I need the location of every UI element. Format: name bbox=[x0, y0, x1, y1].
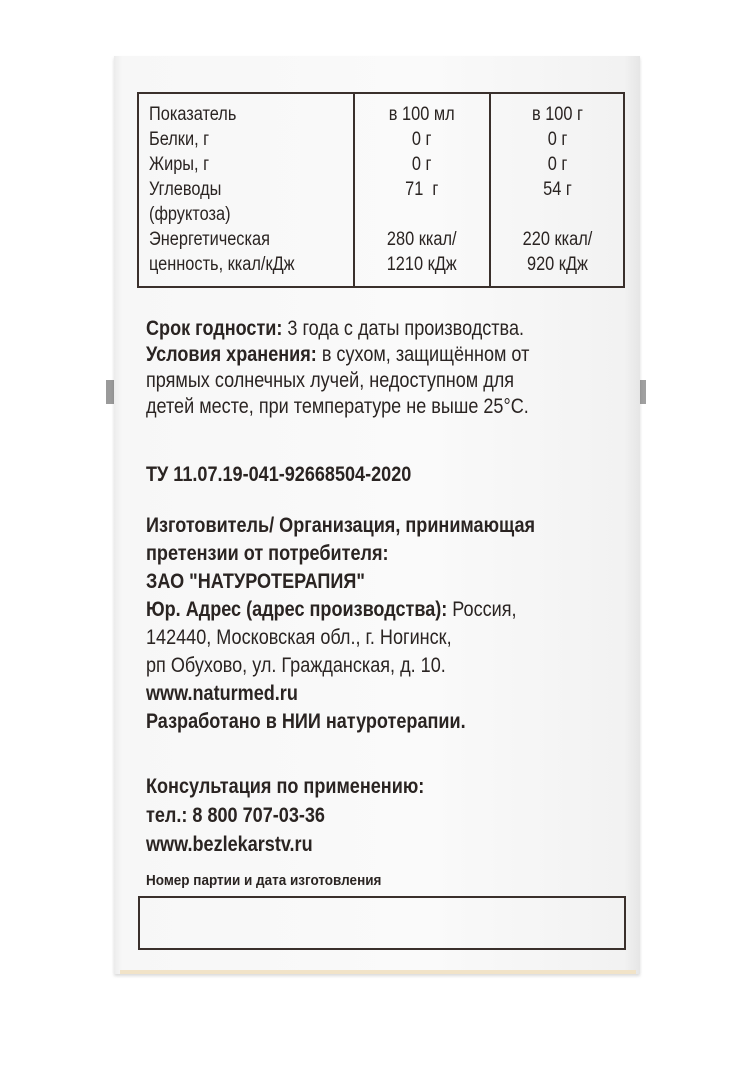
cell: 220 ккал/ bbox=[522, 229, 592, 250]
row-label: ценность, ккал/кДж bbox=[149, 254, 295, 275]
cell: 0 г bbox=[412, 154, 432, 175]
manufacturer-heading: Изготовитель/ Организация, принимающая bbox=[146, 514, 536, 537]
consultation-label: Консультация по применению: bbox=[146, 775, 425, 798]
shelf-life-label: Срок годности: bbox=[146, 317, 283, 340]
cell: 0 г bbox=[547, 129, 567, 150]
batch-label: Номер партии и дата изготовления bbox=[146, 872, 382, 889]
address-text: 142440, Московская обл., г. Ногинск, bbox=[146, 626, 452, 649]
cell: 280 ккал/ bbox=[387, 229, 457, 250]
cell: 54 г bbox=[542, 179, 572, 200]
cell: 920 кДж bbox=[526, 254, 588, 275]
address-text: Россия, bbox=[447, 598, 517, 621]
consultation-phone: тел.: 8 800 707-03-36 bbox=[146, 804, 325, 827]
storage-text: детей месте, при температуре не выше 25°С. bbox=[146, 395, 529, 418]
shelf-life-value: 3 года с даты производства. bbox=[282, 317, 525, 340]
manufacturer-heading: претензии от потребителя: bbox=[146, 542, 389, 565]
tu-code bbox=[146, 460, 411, 489]
tu-text: ТУ 11.07.19-041-92668504-2020 bbox=[146, 463, 412, 486]
nutrition-table bbox=[137, 92, 625, 288]
header-per-100g: в 100 г bbox=[531, 104, 583, 125]
cell: 0 г bbox=[412, 129, 432, 150]
storage-info bbox=[146, 316, 529, 420]
address-text: рп Обухово, ул. Гражданская, д. 10. bbox=[146, 654, 446, 677]
consultation-info bbox=[146, 772, 424, 859]
storage-text: в сухом, защищённом от bbox=[316, 343, 530, 366]
address-label: Юр. Адрес (адрес производства): bbox=[146, 598, 448, 621]
manufacturer-website: www.naturmed.ru bbox=[146, 682, 298, 705]
manufacturer-info bbox=[146, 512, 535, 736]
row-label: Белки, г bbox=[149, 129, 210, 150]
manufacturer-name: ЗАО "НАТУРОТЕРАПИЯ" bbox=[146, 570, 365, 593]
cell: 1210 кДж bbox=[386, 254, 458, 275]
background-edge bbox=[640, 380, 646, 404]
storage-text: прямых солнечных лучей, недоступном для bbox=[146, 369, 515, 392]
developed-by: Разработано в НИИ натуротерапии. bbox=[146, 710, 466, 733]
consultation-website: www.bezlekarstv.ru bbox=[146, 833, 313, 856]
header-indicator: Показатель bbox=[149, 104, 237, 125]
row-label: Энергетическая bbox=[149, 229, 270, 250]
cell: 0 г bbox=[547, 154, 567, 175]
batch-number-field bbox=[138, 896, 626, 950]
header-per-100ml: в 100 мл bbox=[389, 104, 455, 125]
row-label: (фруктоза) bbox=[149, 204, 231, 225]
cell: 71 г bbox=[405, 179, 439, 200]
row-label: Углеводы bbox=[149, 179, 222, 200]
row-label: Жиры, г bbox=[149, 154, 210, 175]
background-edge bbox=[106, 380, 114, 404]
storage-label: Условия хранения: bbox=[146, 343, 317, 366]
box-bottom-edge bbox=[120, 970, 636, 974]
